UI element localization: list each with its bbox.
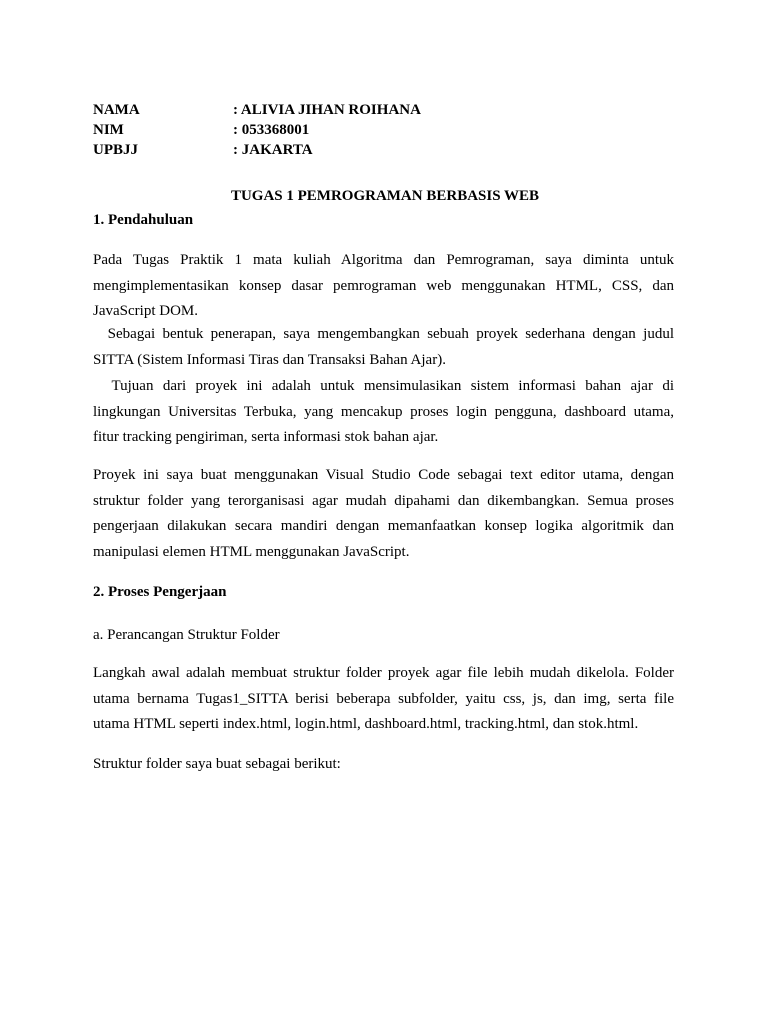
paragraph-line: utama bernama Tugas1_SITTA berisi beberapa subfolder, yaitu css, js, dan img, serta file <box>93 690 674 707</box>
nim-label: NIM <box>93 122 124 138</box>
paragraph-line: JavaScript DOM. <box>93 303 198 319</box>
folder-paragraph <box>93 661 674 738</box>
nim-value: : 053368001 <box>233 122 310 138</box>
paragraph-line: Tujuan dari proyek ini adalah untuk mensimulasikan sistem informasi bahan ajar di <box>93 378 674 394</box>
paragraph-line: SITTA (Sistem Informasi Tiras dan Transaksi Bahan Ajar). <box>93 351 446 368</box>
paragraph-line: pengerjaan dilakukan secara mandiri dengan memanfaatkan konsep logika algoritmik dan <box>93 518 674 534</box>
paragraph-line: fitur tracking pengiriman, serta informasi stok bahan ajar. <box>93 429 439 445</box>
document-title: TUGAS 1 PEMROGRAMAN BERBASIS WEB <box>230 188 540 204</box>
section-2a-subheading: a. Perancangan Struktur Folder <box>93 627 280 643</box>
intro-paragraph-1 <box>93 248 674 325</box>
section-1-heading: 1. Pendahuluan <box>93 212 194 228</box>
paragraph-line: Langkah awal adalah membuat struktur folder proyek agar file lebih mudah dikelola. Folder <box>93 665 674 681</box>
paragraph-line: utama HTML seperti index.html, login.html, dashboard.html, tracking.html, dan stok.html. <box>93 716 639 732</box>
paragraph-line: mengimplementasikan konsep dasar pemrograman web menggunakan HTML, CSS, dan <box>93 277 674 294</box>
intro-paragraph-4 <box>93 463 674 565</box>
student-info <box>93 100 421 160</box>
intro-paragraph-3 <box>93 374 674 451</box>
name-label: NAMA <box>93 102 140 118</box>
paragraph-line: Pada Tugas Praktik 1 mata kuliah Algoritma dan Pemrograman, saya diminta untuk <box>93 252 674 268</box>
paragraph-line: struktur folder yang terorganisasi agar mudah dipahami dan dikembangkan. Semua proses <box>93 492 674 509</box>
upbjj-label: UPBJJ <box>93 142 138 158</box>
paragraph-line: Sebagai bentuk penerapan, saya mengembangkan sebuah proyek sederhana dengan judul <box>93 326 674 342</box>
paragraph-line: manipulasi elemen HTML menggunakan JavaScript. <box>93 543 410 560</box>
name-row <box>93 100 421 120</box>
paragraph-line: Proyek ini saya buat menggunakan Visual Studio Code sebagai text editor utama, dengan <box>93 467 674 483</box>
upbjj-value: : JAKARTA <box>233 142 313 158</box>
paragraph-line: lingkungan Universitas Terbuka, yang mencakup proses login pengguna, dashboard utama, <box>93 403 674 420</box>
nim-row <box>93 120 421 140</box>
upbjj-row <box>93 140 421 160</box>
name-value: : ALIVIA JIHAN ROIHANA <box>233 102 421 118</box>
folder-structure-intro: Struktur folder saya buat sebagai berikut: <box>93 756 341 772</box>
intro-paragraph-2 <box>93 322 674 373</box>
section-2-heading: 2. Proses Pengerjaan <box>93 584 227 600</box>
